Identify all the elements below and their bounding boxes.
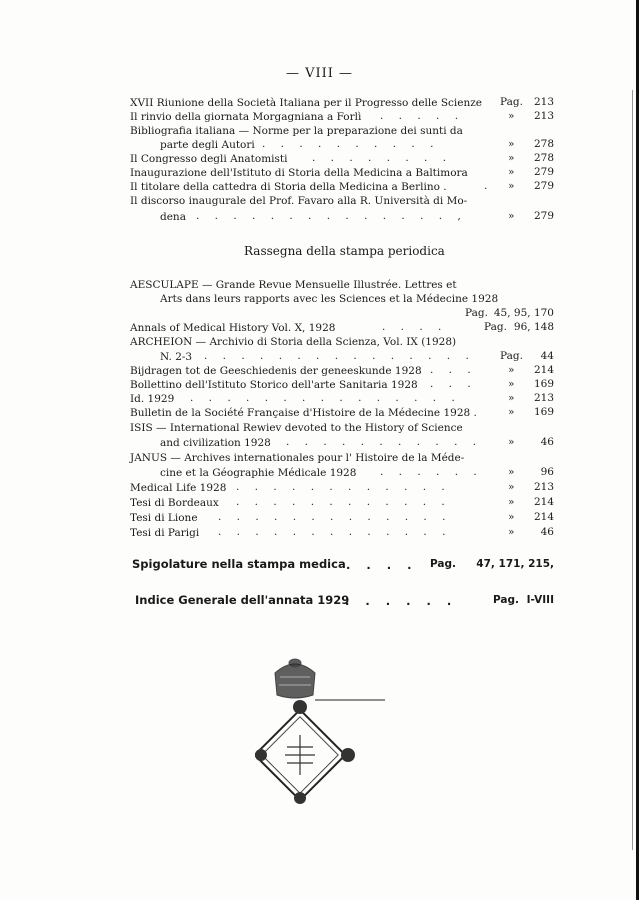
leader-dots: . . . . . . . . [312,152,453,164]
page-ref: 214 [533,496,554,508]
list-item: Tesi di Lione [130,512,198,524]
leader-dots: . . . . . . [345,594,458,608]
page-ref: 169 [533,378,554,390]
leader-dots: . . . . . . . . . . . . [236,496,451,508]
page-label: Pag. [430,558,457,570]
list-item: AESCULAPE — Grande Revue Mensuelle Illustrée. Lettres et [130,279,457,291]
page-label: » [508,110,515,122]
list-item: Il Congresso degli Anatomisti [130,153,288,165]
list-item: Bulletin de la Société Française d'Histoire de la Médecine 1928 . [130,407,477,419]
page-label: » [508,406,515,418]
page-label: » [508,496,515,508]
page-ref: 46 [540,436,554,448]
list-item: Il rinvio della giornata Morgagniana a Forlì [130,111,362,123]
page-ref: 47, 171, 215, [476,558,554,570]
list-item: Medical Life 1928 [130,482,227,494]
page-label: » [508,392,515,404]
page-ref: 45, 95, 170 [493,307,554,319]
leader-dots: . . . . [382,321,448,333]
page-label: » [508,466,515,478]
list-item: and civilization 1928 [160,437,271,449]
page-label: » [508,152,515,164]
page-label: » [508,511,515,523]
leader-dots: . . . . . . . . . . . . [236,481,451,493]
list-item: Il titolare della cattedra di Storia della Medicina a Berlino . [130,181,447,193]
leader-dots: . . . . . . . . . . . . . . . [190,392,461,404]
page-label: » [508,481,515,493]
page-label: Pag. [500,350,523,362]
page-label: » [508,210,515,222]
page-ref: 96, 148 [513,321,554,333]
list-item: Inaugurazione dell'Istituto di Storia della Medicina a Baltimora [130,167,468,179]
page-ref: 44 [540,350,554,362]
leader-dots: . . . . . . . . . . . . . [218,511,452,523]
leader-dots: . . . [430,378,477,390]
page-ref: 279 [533,210,554,222]
page-label: » [508,180,515,192]
page-label: » [508,138,515,150]
list-item: Bollettino dell'Istituto Storico dell'arte Sanitaria 1928 [130,379,418,391]
list-item: cine et la Géographie Médicale 1928 [160,467,357,479]
section-title: Rassegna della stampa periodica [244,244,445,258]
leader-dots: . . . [430,364,477,376]
page-label: » [508,166,515,178]
list-item: N. 2-3 [160,351,193,363]
page-ref: 279 [533,166,554,178]
leader-dots: . . . . . . . . . . [262,138,440,150]
page-edge-shadow [632,90,633,850]
page-label: » [508,364,515,376]
list-item: ARCHEION — Archivio di Storia della Scienza, Vol. IX (1928) [130,336,457,348]
list-item: ISIS — International Rewiev devoted to the History of Science [130,422,463,434]
page-ref: 214 [533,364,554,376]
leader-dots: . [484,180,494,192]
leader-dots: . . . . . . . . . . . . . . . [204,350,475,362]
page-ref: 46 [540,526,554,538]
indice-title: Indice Generale dell'annata 1929 [135,593,350,607]
page-ref: 96 [540,466,554,478]
spigolature-title: Spigolature nella stampa medica [132,557,346,571]
page-number: — VIII — [285,66,354,81]
page-ref: 213 [533,96,554,108]
page-label: » [508,378,515,390]
leader-dots: . . . . . . . . . . . . . [218,526,452,538]
page-ref: 213 [533,110,554,122]
list-item: Il discorso inaugurale del Prof. Favaro alla R. Università di Mo- [130,195,468,207]
page-label: Pag. [465,307,488,319]
list-item: Bijdragen tot de Geeschiedenis der geneeskunde 1928 [130,365,422,377]
list-item: Tesi di Bordeaux [130,497,219,509]
list-item: Bibliografia italiana — Norme per la preparazione dei sunti da [130,125,463,137]
page-label: Pag. [484,321,507,333]
list-item: JANUS — Archives internationales pour l' Histoire de la Méde- [130,452,465,464]
page-label: Pag. [500,96,523,108]
page-ref: I-VIII [526,594,554,606]
page-ref: 278 [533,152,554,164]
list-item: dena [160,211,186,223]
page-label: » [508,436,515,448]
page-ref: 214 [533,511,554,523]
page-ref: 278 [533,138,554,150]
page-ref: 279 [533,180,554,192]
page-ref: 213 [533,481,554,493]
page-ref: 213 [533,392,554,404]
page-ref: 169 [533,406,554,418]
leader-dots: . . . . [346,558,418,572]
leader-dots: . . . . . . . . . . . [286,436,483,448]
leader-dots: . . . . . . [380,466,483,478]
list-item: Id. 1929 [130,393,175,405]
list-item: parte degli Autori [160,139,255,151]
list-item: Arts dans leurs rapports avec les Sciences et la Médecine 1928 [160,293,499,305]
page-label: Pag. [493,594,520,606]
library-stamp-icon [255,655,390,805]
list-item: Annals of Medical History Vol. X, 1928 [130,322,336,334]
list-item: XVII Riunione della Società Italiana per il Progresso delle Scienze [130,97,482,109]
leader-dots: . . . . . . . . . . . . . . , [196,210,467,222]
page-label: » [508,526,515,538]
list-item: Tesi di Parigi [130,527,200,539]
leader-dots: . . . . . [380,110,465,122]
